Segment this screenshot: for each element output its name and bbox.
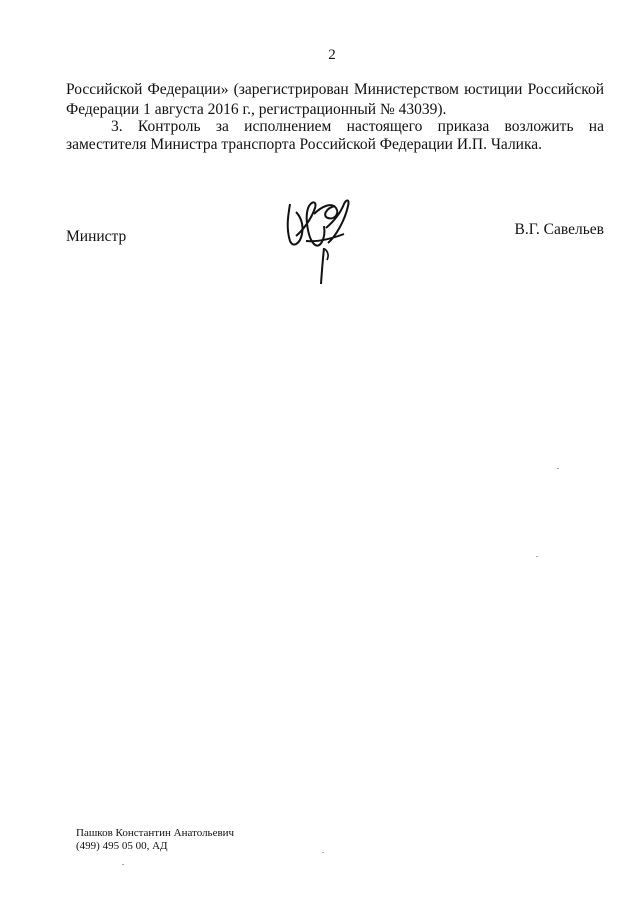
signatory-name: В.Г. Савельев	[514, 221, 604, 238]
page-number: 2	[328, 47, 336, 63]
body-line-4: заместителя Министра транспорта Российской Федерации И.П. Чалика.	[66, 136, 543, 153]
signatory-title: Министр	[66, 228, 127, 245]
executor-info	[76, 827, 234, 853]
body-line-1: Российской Федерации» (зарегистрирован Министерством юстиции Российской	[66, 81, 604, 98]
executor-name: Пашков Константин Анатольевич	[76, 827, 235, 839]
body-line-2: Федерации 1 августа 2016 г., регистрационный № 43039).	[66, 101, 447, 118]
scan-speck	[536, 556, 538, 557]
scan-speck	[122, 864, 124, 865]
handwritten-signature	[278, 196, 368, 288]
scan-speck	[322, 852, 324, 853]
scan-speck	[557, 468, 559, 469]
executor-phone: (499) 495 05 00, АД	[76, 840, 168, 852]
body-line-3: 3. Контроль за исполнением настоящего приказа возложить на	[111, 118, 604, 135]
